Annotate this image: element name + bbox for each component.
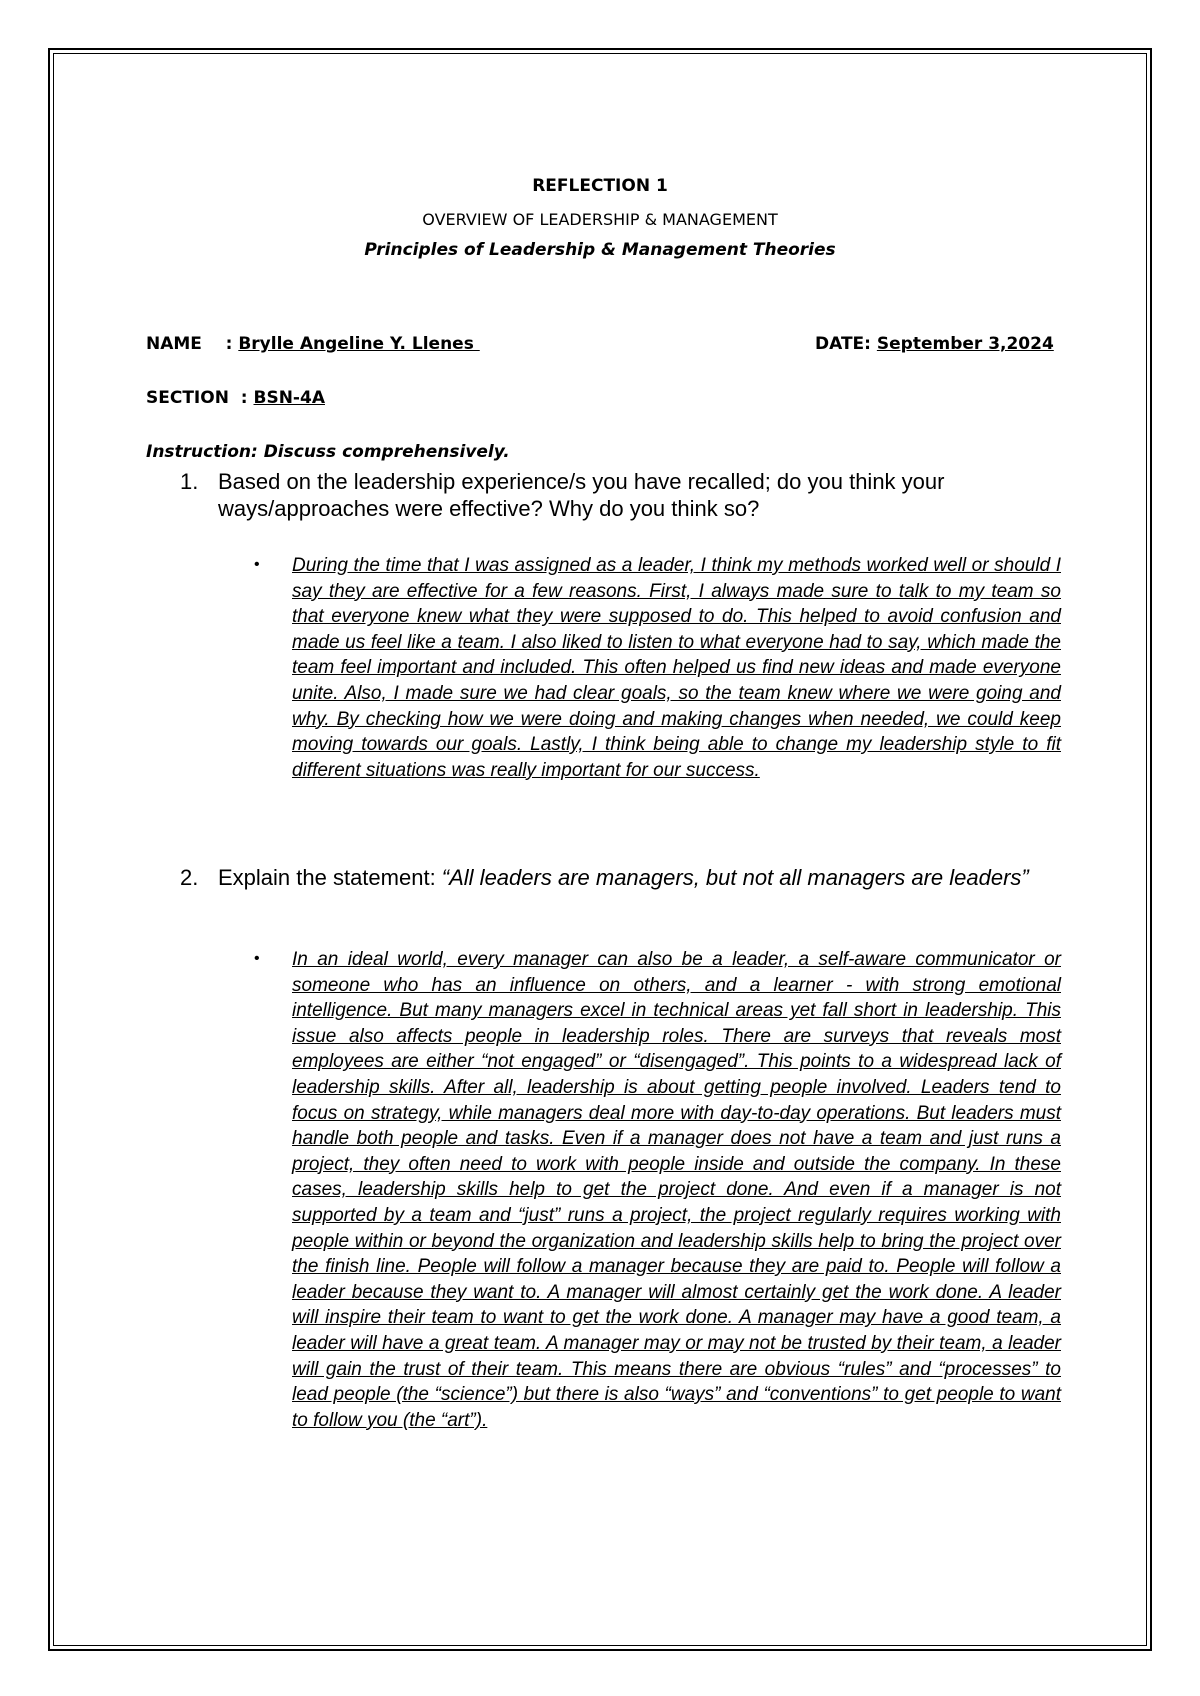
date-value: September 3,2024 [876,334,1054,354]
question-number: 2. [180,865,199,890]
answer-2: In an ideal world, every manager can also be a leader, a self-aware communicator or someone who has an influence on others, and a learner - with strong emotional intelligence. But many managers excel in technical areas yet fall short in leadership. This issue also affects people in leadership roles. There are surveys that reveals most employees are either “not engaged” or “disengaged”. This points to a widespread lack of leadership skills. After all, leadership is about getting people involved. Leaders tend to focus on strategy, while managers deal more with day-to-day operations. But leaders must handle both people and tasks. Even if a manager does not have a team and just runs a project, they often need to work with people inside and outside the company. In these cases, leadership skills help to get the project done. And even if a manager is not supported by a team and “just” runs a project, the project regularly requires working with people within or beyond the organization and leadership skills help to bring the project over the finish line. People will follow a manager because they are paid to. People will follow a leader because they want to. A manager will almost certainly get the work done. A leader will inspire their team to want to get the work done. A manager may have a good team, a leader will have a great team. A manager may or may not be trusted by their team, a leader will gain the trust of their team. This means there are obvious “rules” and “processes” to lead people (the “science”) but there is also “ways” and “conventions” to get people to want to follow you (the “art”). [292,949,1061,1431]
section-label: SECTION : [146,388,254,408]
answer-1: During the time that I was assigned as a leader, I think my methods worked well or should I say they are effective for a few reasons. First, I always made sure to talk to my team so that everyone knew what they were supposed to do. This helped to avoid confusion and made us feel like a team. I also liked to listen to what everyone had to say, which made the team feel important and included. This often helped us find new ideas and made everyone unite. Also, I made sure we had clear goals, so the team knew where we were going and why. By checking how we were doing and making changes when needed, we could keep moving towards our goals. Lastly, I think being able to change my leadership style to fit different situations was really important for our success. [292,555,1061,781]
question-2 [180,864,1040,891]
name-value: Brylle Angeline Y. Llenes [238,334,480,354]
question-quote: “All leaders are managers, but not all managers are leaders” [441,865,1029,890]
date-field [815,334,1054,354]
section-value: BSN-4A [253,388,325,408]
document-title: REFLECTION 1 [532,176,668,196]
course-title: Principles of Leadership & Management Theories [364,240,836,260]
name-field [146,334,480,354]
date-label: DATE: [815,334,877,354]
instruction-text: Instruction: Discuss comprehensively. [146,442,510,462]
question-1 [180,468,1040,522]
question-number: 1. [180,469,199,494]
bullet-icon: • [254,950,260,967]
bullet-icon: • [254,556,260,573]
name-label: NAME : [146,334,239,354]
section-field [146,388,325,408]
document-subtitle: OVERVIEW OF LEADERSHIP & MANAGEMENT [422,210,778,229]
question-text [218,864,1040,891]
question-text: Based on the leadership experience/s you have recalled; do you think your ways/approaches were effective? Why do you think so? [218,469,945,521]
question-prefix: Explain the statement: [218,865,442,890]
